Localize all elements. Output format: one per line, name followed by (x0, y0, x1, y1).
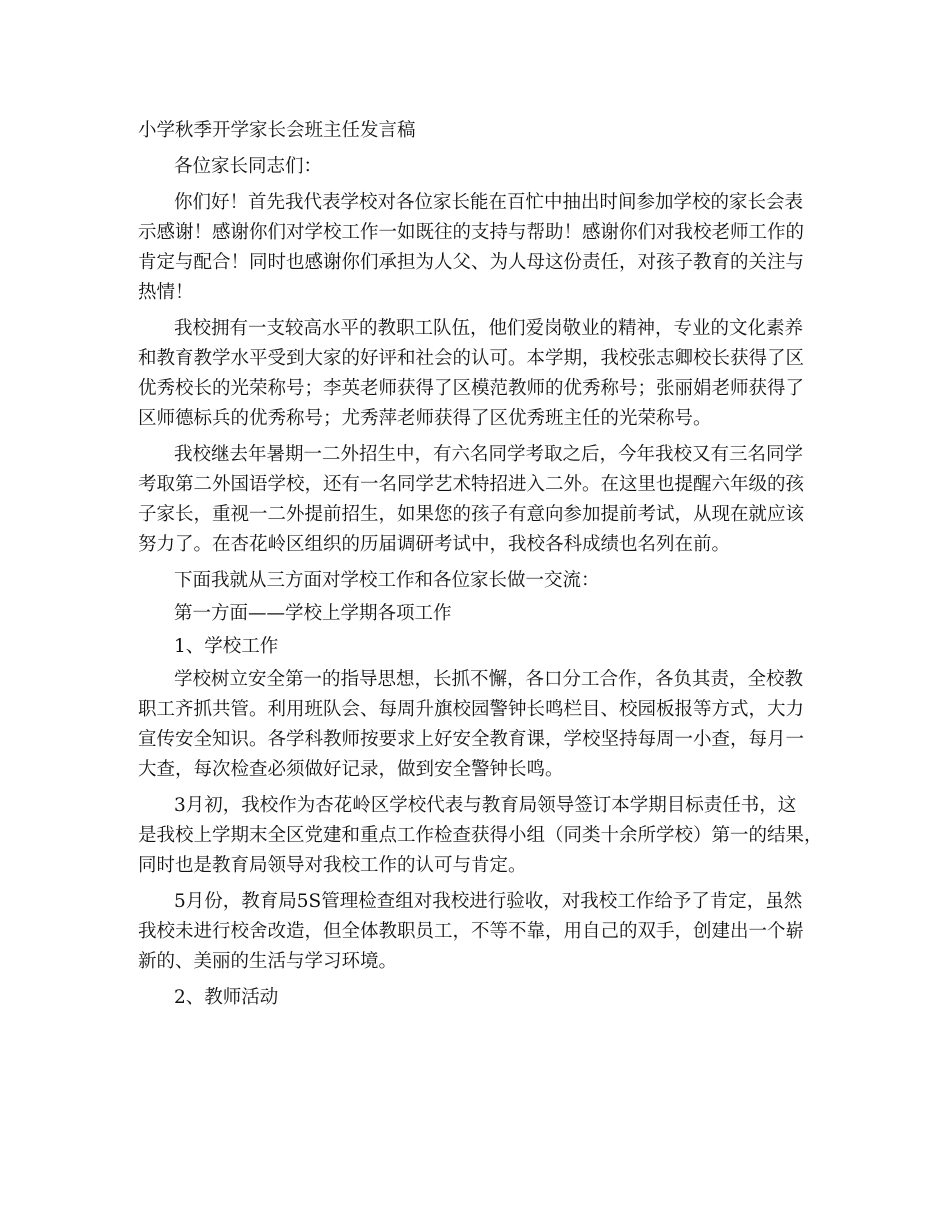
document-title: 小学秋季开学家长会班主任发言稿 (138, 120, 416, 141)
paragraph-line: 5月份，教育局5S管理检查组对我校进行验收，对我校工作给予了肯定，虽然 (174, 891, 803, 912)
paragraph-line: 示感谢！感谢你们对学校工作一如既往的支持与帮助！感谢你们对我校老师工作的 (138, 222, 805, 243)
paragraph-line: 你们好！首先我代表学校对各位家长能在百忙中抽出时间参加学校的家长会表 (174, 192, 804, 213)
paragraph-line: 热情！ (138, 282, 194, 303)
paragraph-line: 下面我就从三方面对学校工作和各位家长做一交流： (174, 570, 600, 591)
paragraph-line: 职工齐抓共管。利用班队会、每周升旗校园警钟长鸣栏目、校园板报等方式，大力 (138, 699, 805, 720)
paragraph-6 (138, 887, 818, 977)
paragraph-line: 2、教师活动 (174, 987, 279, 1008)
subsection-heading-2 (138, 983, 818, 1013)
paragraph-5 (138, 791, 823, 881)
paragraph-line: 子家长，重视一二外提前招生，如果您的孩子有意向参加提前考试，从现在就应该 (138, 504, 805, 525)
paragraph-4 (138, 665, 818, 785)
paragraph-line: 第一方面——学校上学期各项工作 (174, 603, 452, 624)
section-intro (138, 566, 818, 596)
paragraph-line: 同时也是教育局领导对我校工作的认可与肯定。 (138, 855, 527, 876)
paragraph-line: 努力了。在杏花岭区组织的历届调研考试中，我校各科成绩也名列在前。 (138, 534, 731, 555)
paragraph-line: 我校拥有一支较高水平的教职工队伍，他们爱岗敬业的精神，专业的文化素养 (174, 318, 804, 339)
paragraph-1 (138, 188, 818, 308)
paragraph-line: 大查，每次检查必须做好记录，做到安全警钟长鸣。 (138, 759, 564, 780)
paragraph-line: 肯定与配合！同时也感谢你们承担为人父、为人母这份责任，对孩子教育的关注与 (138, 252, 805, 273)
paragraph-line: 3月初，我校作为杏花岭区学校代表与教育局领导签订本学期目标责任书，这 (174, 795, 797, 816)
paragraph-line: 宣传安全知识。各学科教师按要求上好安全教育课，学校坚持每周一小查，每月一 (138, 729, 805, 750)
paragraph-line: 优秀校长的光荣称号；李英老师获得了区模范教师的优秀称号；张丽娟老师获得了 (138, 378, 805, 399)
paragraph-2 (138, 314, 818, 434)
greeting-line: 各位家长同志们： (174, 156, 323, 177)
subsection-heading-1 (138, 632, 818, 662)
document-body (138, 116, 823, 1013)
paragraph-line: 1、学校工作 (174, 636, 279, 657)
paragraph-line: 区师德标兵的优秀称号；尤秀萍老师获得了区优秀班主任的光荣称号。 (138, 408, 712, 429)
paragraph-line: 我校继去年暑期一二外招生中，有六名同学考取之后，今年我校又有三名同学 (174, 444, 804, 465)
paragraph-line: 和教育教学水平受到大家的好评和社会的认可。本学期，我校张志卿校长获得了区 (138, 348, 805, 369)
paragraph-line: 是我校上学期末全区党建和重点工作检查获得小组（同类十余所学校）第一的结果， (138, 825, 823, 846)
greeting (138, 152, 818, 182)
paragraph-3 (138, 440, 818, 560)
paragraph-line: 学校树立安全第一的指导思想，长抓不懈，各口分工合作，各负其责，全校教 (174, 669, 804, 690)
paragraph-line: 考取第二外国语学校，还有一名同学艺术特招进入二外。在这里也提醒六年级的孩 (138, 474, 805, 495)
section-heading-1 (138, 599, 818, 629)
paragraph-line: 我校未进行校舍改造，但全体教职员工，不等不靠，用自己的双手，创建出一个崭 (138, 921, 805, 942)
paragraph-line: 新的、美丽的生活与学习环境。 (138, 951, 398, 972)
